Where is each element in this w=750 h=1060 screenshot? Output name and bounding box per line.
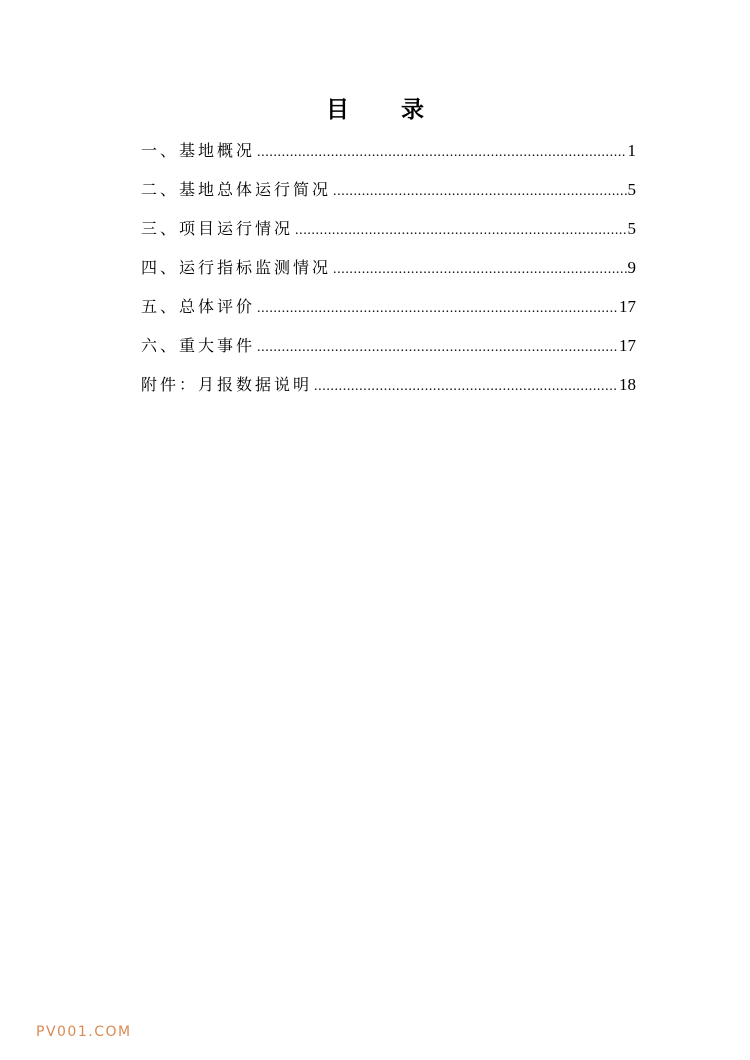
toc-entry-page-number: 17 bbox=[619, 297, 636, 316]
toc-entry-label: 三、项目运行情况 bbox=[141, 219, 294, 238]
toc-title: 目 录 bbox=[325, 97, 446, 123]
toc-entry[interactable] bbox=[141, 293, 636, 332]
toc-list bbox=[141, 137, 636, 410]
toc-entry[interactable] bbox=[141, 332, 636, 371]
toc-entry-page-number: 17 bbox=[619, 336, 636, 355]
toc-entry[interactable] bbox=[141, 254, 636, 293]
toc-dot-leader bbox=[295, 217, 626, 245]
toc-entry-page-number: 9 bbox=[627, 258, 636, 277]
toc-dot-leader bbox=[257, 334, 618, 362]
toc-entry-page-number: 5 bbox=[627, 180, 636, 199]
watermark-text: PV001.COM bbox=[36, 1024, 132, 1040]
toc-entry[interactable] bbox=[141, 137, 636, 176]
toc-entry-label: 六、重大事件 bbox=[141, 336, 256, 355]
toc-entry-page-number: 5 bbox=[627, 219, 636, 238]
toc-entry-label: 五、总体评价 bbox=[141, 297, 256, 316]
toc-entry-page-number: 1 bbox=[627, 141, 636, 160]
toc-entry-label: 一、基地概况 bbox=[141, 141, 256, 160]
toc-dot-leader bbox=[333, 256, 626, 284]
toc-dot-leader bbox=[257, 295, 618, 323]
toc-dot-leader bbox=[314, 373, 618, 401]
toc-dot-leader bbox=[257, 139, 626, 167]
toc-dot-leader bbox=[333, 178, 626, 206]
toc-entry[interactable] bbox=[141, 215, 636, 254]
toc-entry-label: 四、运行指标监测情况 bbox=[141, 258, 332, 277]
toc-entry-page-number: 18 bbox=[619, 375, 636, 394]
toc-entry[interactable] bbox=[141, 176, 636, 215]
toc-entry[interactable] bbox=[141, 371, 636, 410]
toc-entry-label: 附件：月报数据说明 bbox=[141, 375, 313, 394]
toc-entry-label: 二、基地总体运行简况 bbox=[141, 180, 332, 199]
